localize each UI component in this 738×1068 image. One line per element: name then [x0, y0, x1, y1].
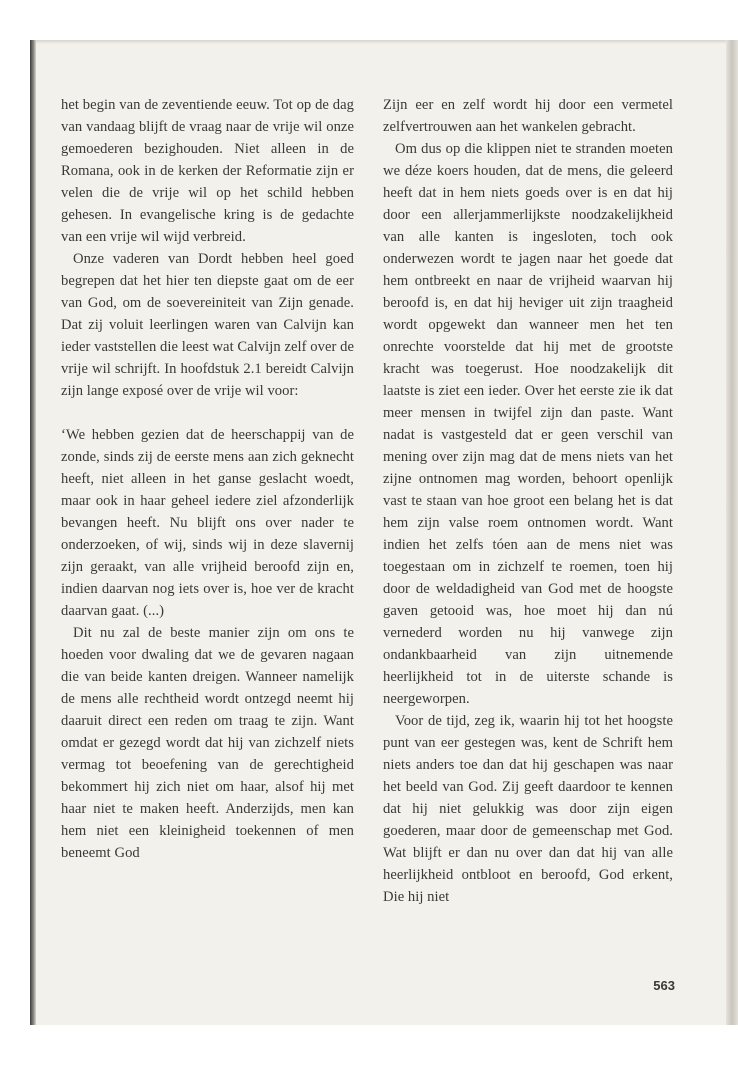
quote-paragraph: Om dus op die klippen niet te stranden moeten we déze koers houden, dat de mens, die geleerd heeft dat in hem niets goeds over is en dat hij door een allerjammerlijkste noodzakelijkheid van alle kanten is ingesloten, toch ook onderwezen wordt te jagen naar het goede dat hem ontbreekt en naar de vrijheid waarvan hij beroofd is, en dat hij heviger uit zijn traagheid wordt opgewekt dan wanneer men het ten onrechte voorstelde dat hij met de grootste kracht was toegerust. Hoe noodzakelijk dit laatste is ziet een ieder. Over het eerste zie ik dat meer mensen in twijfel zijn dan paste. Want nadat is vastgesteld dat er geen verschil van mening over zijn mag dat de mens niets van het zijne ontnomen mag worden, behoort openlijk vast te staan van hoe groot een belang het is dat hem zijn valse roem ontnomen wordt. Want indien het zelfs tóen aan de mens niet was toegestaan om in zichzelf te roemen, toen hij door de weldadigheid van God met de hoogste gaven getooid was, hoe moet hij dan nú vernederd worden nu hij vanwege zijn ondankbaarheid van zijn uitnemende heerlijkheid tot in de uiterste schande is neergeworpen.	[383, 141, 673, 707]
paragraph: Onze vaderen van Dordt hebben heel goed begrepen dat het hier ten diepste gaat om de eer van God, om de soevereiniteit van Zijn genade. Dat zij voluit leerlingen waren van Calvijn kan ieder vaststellen die leest wat Calvijn zelf over de vrije wil schrijft. In hoofdstuk 2.1 bereidt Calvijn zijn lange exposé over de vrije wil voor:	[61, 251, 354, 399]
page-fore-edge	[726, 40, 738, 1025]
left-text-column	[61, 94, 354, 864]
quote-paragraph: Zijn eer en zelf wordt hij door een vermetel zelfvertrouwen aan het wankelen gebracht.	[383, 97, 673, 135]
quote-paragraph: ‘We hebben gezien dat de heerschappij van de zonde, sinds zij de eerste mens aan zich geknecht heeft, niet alleen in het ganse geslacht woedt, maar ook in haar geheel iedere ziel afzonderlijk bevangen heeft. Nu blijft ons over nader te onderzoeken, of wij, sinds wij in deze slavernij zijn geraakt, van alle vrijheid beroofd zijn en, indien daarvan nog iets over is, hoe ver de kracht daarvan gaat. (...)	[61, 427, 354, 619]
right-text-column	[383, 94, 673, 908]
page-top-shadow	[30, 40, 738, 44]
quote-paragraph: Voor de tijd, zeg ik, waarin hij tot het hoogste punt van eer gestegen was, kent de Schrift hem niets anders toe dan dat hij geschapen was naar het beeld van God. Zij geeft daardoor te kennen dat hij niet gelukkig was door zijn eigen goederen, maar door de gemeenschap met God. Wat blijft er dan nu over dan dat hij van alle heerlijkheid ontbloot en beroofd, God erkent, Die hij niet	[383, 713, 673, 905]
book-spine	[30, 40, 36, 1025]
page-number: 563	[653, 978, 675, 993]
quote-paragraph: Dit nu zal de beste manier zijn om ons te hoeden voor dwaling dat we de gevaren nagaan die van beide kanten dreigen. Wanneer namelijk de mens alle rechtheid wordt ontzegd neemt hij daaruit direct een reden om traag te zijn. Want omdat er gezegd wordt dat hij van zichzelf niets vermag tot beoefening van de gerechtigheid bekommert hij zich niet om haar, alsof hij met haar niet te maken heeft. Anderzijds, men kan hem niet een kleinigheid toekennen of men beneemt God	[61, 625, 354, 861]
paragraph: het begin van de zeventiende eeuw. Tot op de dag van vandaag blijft de vraag naar de vrije wil onze gemoederen bezighouden. Niet alleen in de Romana, ook in de kerken der Reformatie zijn er velen die de vrije wil op het schild hebben gehesen. In evangelische kring is de gedachte van een vrije wil wijd verbreid.	[61, 97, 354, 245]
